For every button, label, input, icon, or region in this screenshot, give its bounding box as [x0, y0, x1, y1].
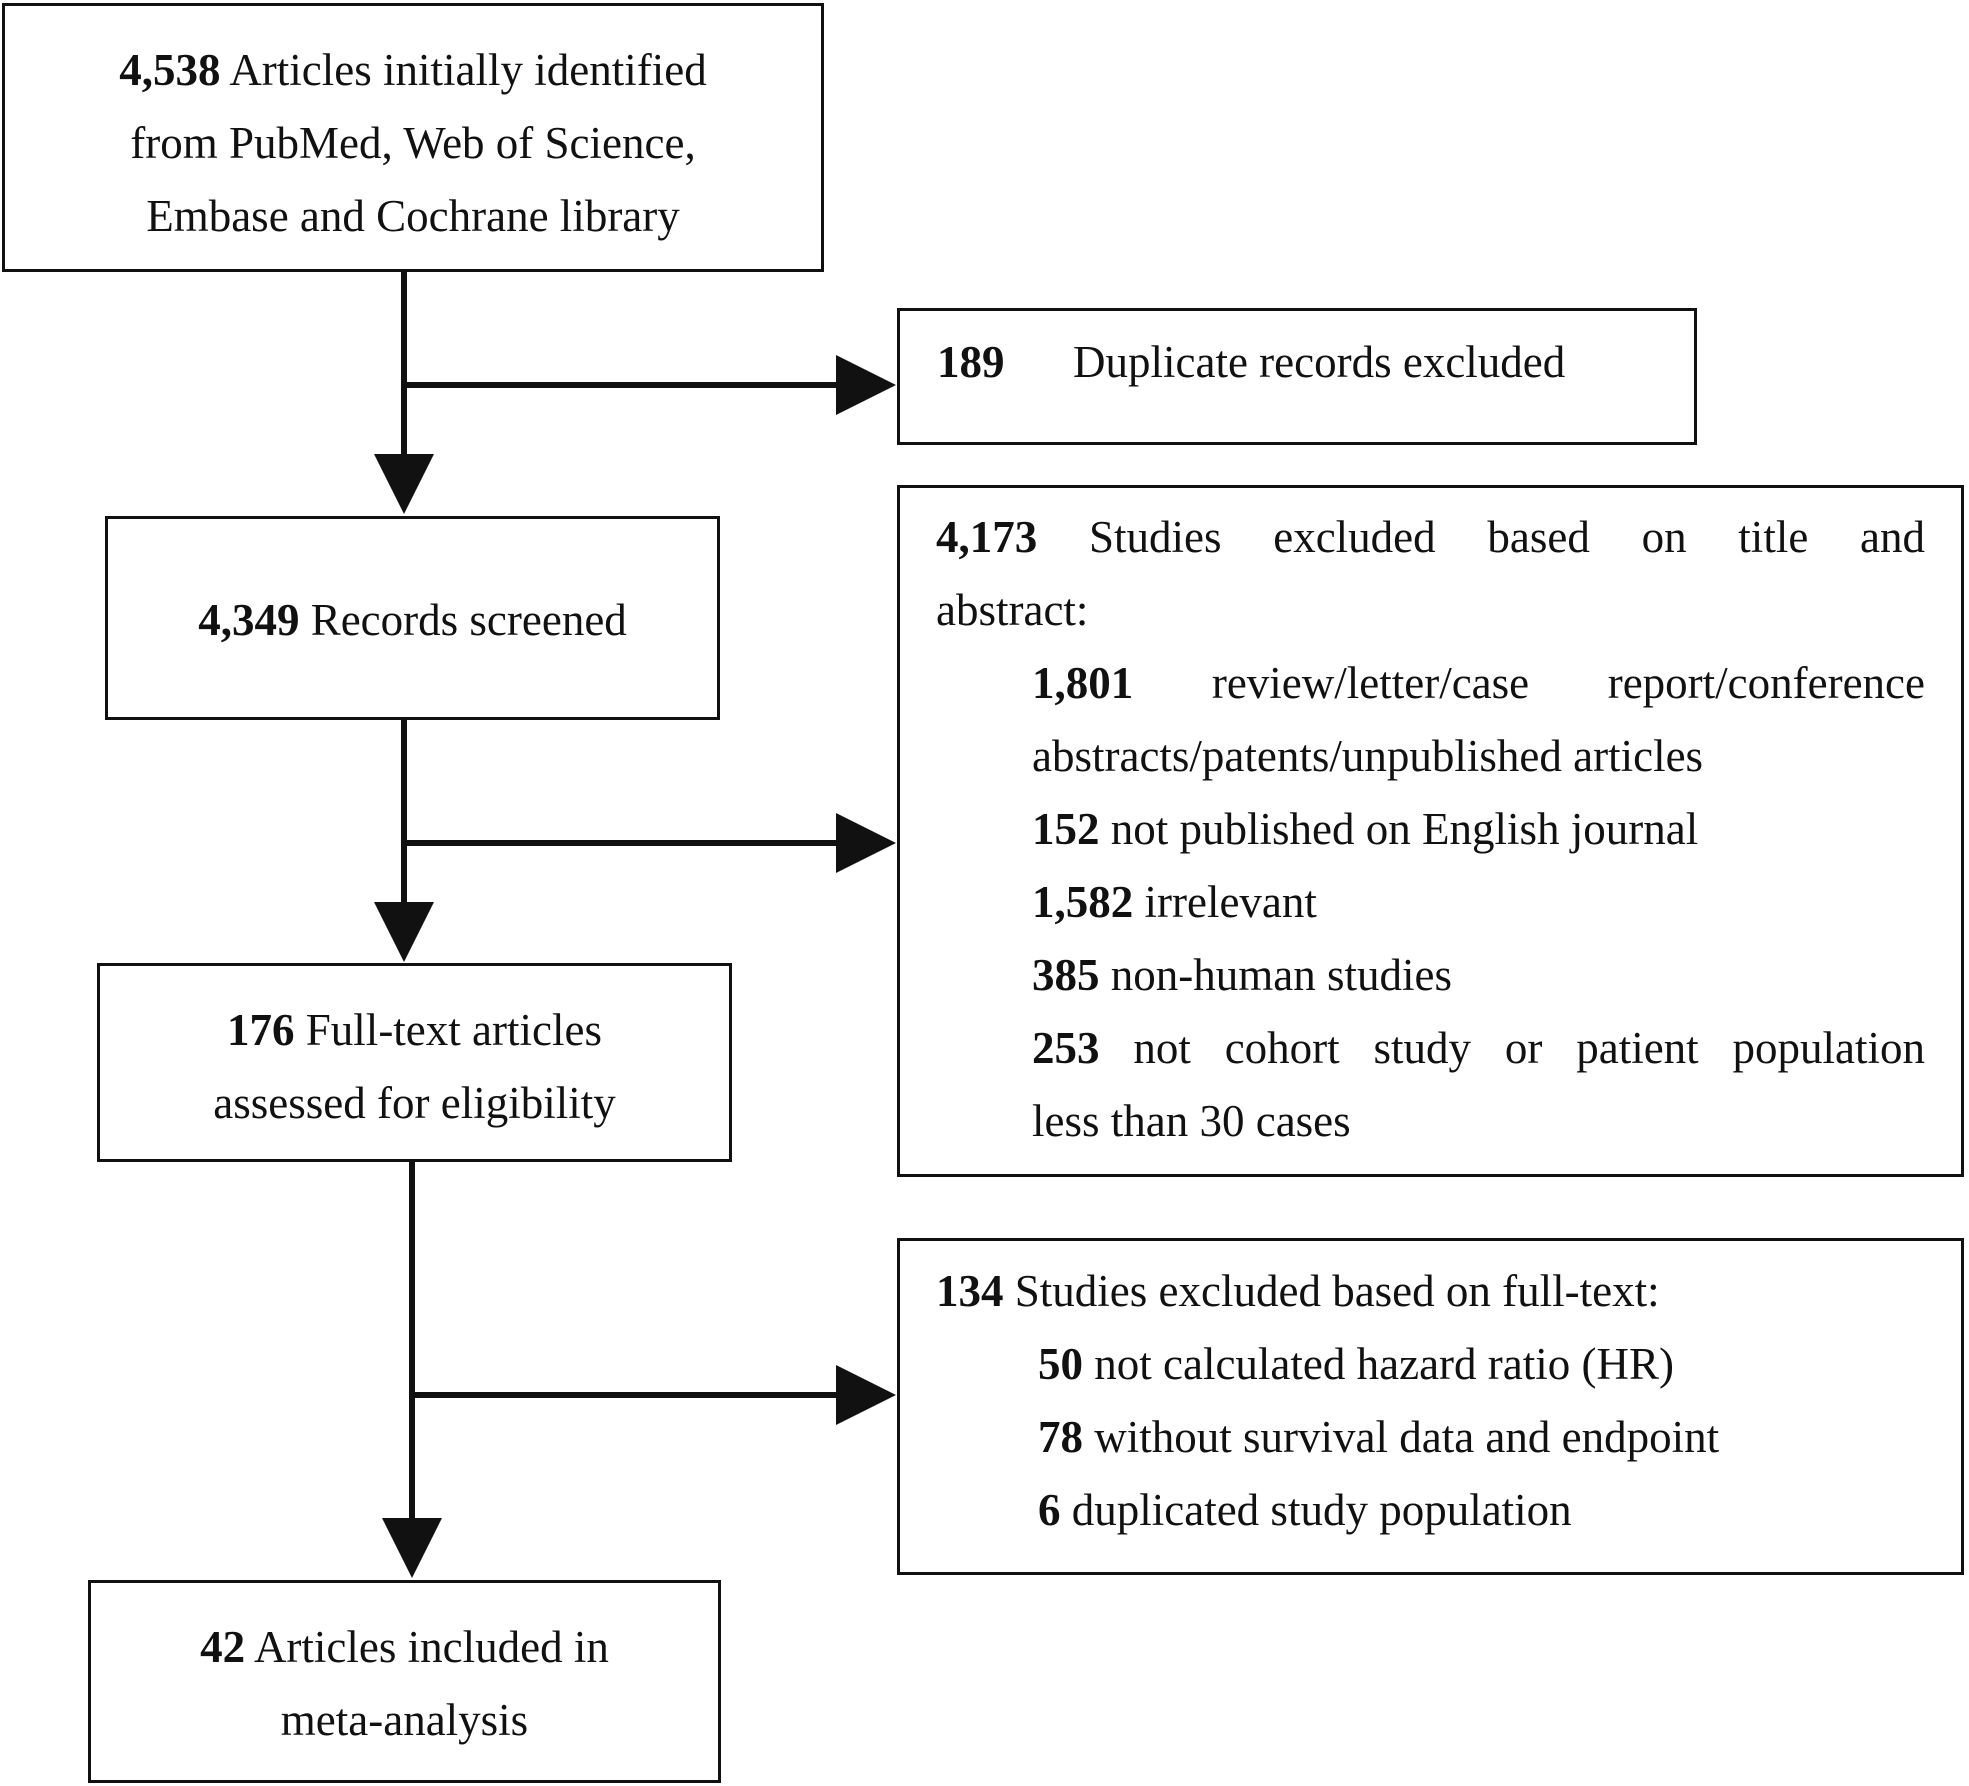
included-box: [88, 1580, 721, 1783]
identified-line-2: from PubMed, Web of Science,: [130, 118, 696, 168]
screened-count: 4,349: [198, 595, 300, 645]
fulltext-line-1: 176 Full-text articles: [227, 1005, 602, 1055]
duplicates-text: Duplicate records excluded: [1073, 337, 1566, 387]
fulltext-excluded-header: 134 Studies excluded based on full-text:: [936, 1266, 1660, 1316]
title-abstract-excluded-count: 4,173: [936, 512, 1038, 562]
exclusion-item: 152 not published on English journal: [1032, 804, 1699, 854]
fulltext-line-2: assessed for eligibility: [213, 1078, 616, 1128]
fulltext-excluded-box: [897, 1238, 1964, 1575]
included-line-1: 42 Articles included in: [200, 1622, 609, 1672]
identified-box: [2, 3, 824, 272]
exclusion-item-cont: abstracts/patents/unpublished articles: [1032, 731, 1704, 781]
exclusion-item: 385 non-human studies: [1032, 950, 1452, 1000]
identified-line-1: 4,538 Articles initially identified: [119, 45, 707, 95]
exclusion-item: 78 without survival data and endpoint: [1038, 1412, 1720, 1462]
exclusion-item: 1,582 irrelevant: [1032, 877, 1317, 927]
exclusion-item: 6 duplicated study population: [1038, 1485, 1572, 1535]
screened-line: [108, 584, 717, 657]
identified-line-3: Embase and Cochrane library: [146, 191, 680, 241]
exclusion-item: 1,801 review/letter/case report/conference: [1032, 658, 1925, 708]
title-abstract-excluded-box: [897, 485, 1964, 1177]
fulltext-excluded-count: 134: [936, 1266, 1004, 1316]
duplicates-count: 189: [937, 337, 1005, 387]
exclusion-item: 50 not calculated hazard ratio (HR): [1038, 1339, 1674, 1389]
identified-count: 4,538: [119, 45, 221, 95]
exclusion-item: 253 not cohort study or patient population: [1032, 1023, 1926, 1073]
exclusion-item-cont: less than 30 cases: [1032, 1096, 1351, 1146]
screened-box: [105, 516, 720, 720]
duplicates-box: [897, 308, 1697, 445]
fulltext-count: 176: [227, 1005, 295, 1055]
included-line-2: meta-analysis: [280, 1695, 529, 1745]
screened-text: Records screened: [310, 595, 627, 645]
title-abstract-excluded-header-cont: abstract:: [936, 585, 1089, 635]
title-abstract-excluded-header: 4,173 Studies excluded based on title and: [936, 512, 1925, 562]
duplicates-line: [937, 326, 1694, 399]
fulltext-box: [97, 963, 732, 1162]
included-count: 42: [200, 1622, 246, 1672]
